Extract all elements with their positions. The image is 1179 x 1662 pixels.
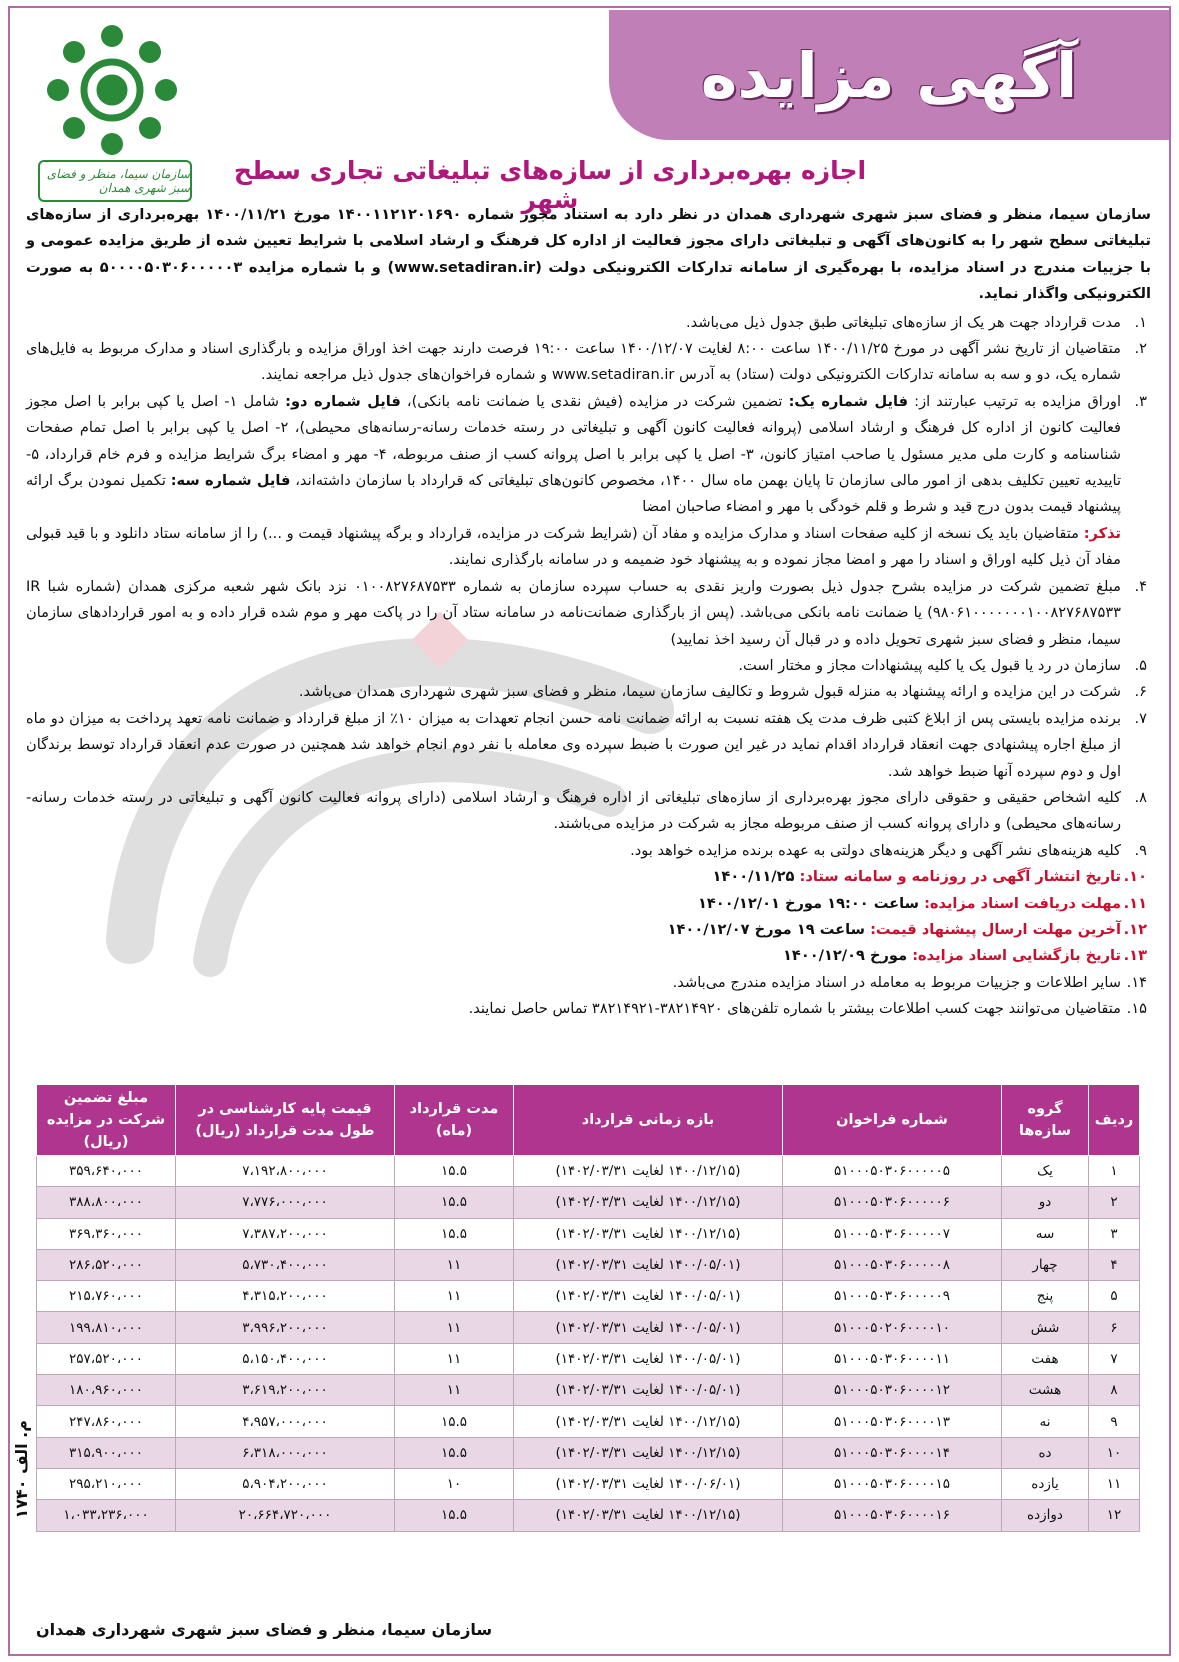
- cell-period: (۱۴۰۰/۱۲/۱۵ لغایت ۱۴۰۲/۰۳/۳۱): [514, 1156, 783, 1187]
- cell-base-price: ۵،۹۰۴،۲۰۰،۰۰۰: [176, 1468, 395, 1499]
- cell-deposit: ۱۸۰،۹۶۰،۰۰۰: [37, 1375, 176, 1406]
- conditions-list: [26, 310, 1151, 1023]
- cell-row-number: ۲: [1089, 1187, 1140, 1218]
- cell-period: (۱۴۰۰/۰۵/۰۱ لغایت ۱۴۰۲/۰۳/۳۱): [514, 1375, 783, 1406]
- page-title: آگهی مزایده: [700, 38, 1078, 112]
- cell-row-number: ۱: [1089, 1156, 1140, 1187]
- cell-call-number: ۵۱۰۰۰۵۰۳۰۶۰۰۰۰۰۶: [783, 1187, 1002, 1218]
- footer-signature: سازمان سیما، منظر و فضای سبز شهری شهرداری همدان: [36, 1620, 493, 1639]
- cell-months: ۱۵.۵: [395, 1156, 514, 1187]
- cell-call-number: ۵۱۰۰۰۵۰۳۰۶۰۰۰۰۰۹: [783, 1281, 1002, 1312]
- cell-months: ۱۱: [395, 1281, 514, 1312]
- cell-deposit: ۲۸۶،۵۲۰،۰۰۰: [37, 1249, 176, 1280]
- list-item: ۹. کلیه هزینه‌های نشر آگهی و دیگر هزینه‌های دولتی به عهده برنده مزایده خواهد بود.: [630, 841, 1147, 859]
- list-item: ۱۴. سایر اطلاعات و جزییات مربوط به معامله در اسناد مزایده مندرج می‌باشد.: [672, 973, 1147, 991]
- table-row: [37, 1500, 1140, 1531]
- date-item: ۱۰. تاریخ انتشار آگهی در روزنامه و سامانه ستاد: ۱۴۰۰/۱۱/۲۵: [712, 868, 1147, 886]
- cell-deposit: ۲۹۵،۲۱۰،۰۰۰: [37, 1468, 176, 1499]
- cell-call-number: ۵۱۰۰۰۵۰۳۰۶۰۰۰۰۰۸: [783, 1249, 1002, 1280]
- subtitle: اجازه بهره‌برداری از سازه‌های تبلیغاتی تجاری سطح شهر: [233, 156, 867, 214]
- cell-group: پنج: [1002, 1281, 1089, 1312]
- cell-months: ۱۵.۵: [395, 1500, 514, 1531]
- cell-call-number: ۵۱۰۰۰۵۰۳۰۶۰۰۰۰۱۳: [783, 1406, 1002, 1437]
- list-item: ۱۵. متقاضیان می‌توانند جهت کسب اطلاعات بیشتر با شماره تلفن‌های ۳۸۲۱۴۹۲۰-۳۸۲۱۴۹۲۱ تماس حاصل نمایند.: [468, 1000, 1147, 1018]
- logo-caption: سازمان سیما، منظر و فضای سبز شهری همدان: [38, 160, 192, 202]
- cell-base-price: ۲۰،۶۶۴،۷۲۰،۰۰۰: [176, 1500, 395, 1531]
- cell-group: سه: [1002, 1218, 1089, 1249]
- cell-base-price: ۴،۹۵۷،۰۰۰،۰۰۰: [176, 1406, 395, 1437]
- cell-months: ۱۵.۵: [395, 1406, 514, 1437]
- cell-months: ۱۵.۵: [395, 1437, 514, 1468]
- date-item: ۱۳. تاریخ بازگشایی اسناد مزایده: مورخ ۱۴۰۰/۱۲/۰۹: [783, 947, 1147, 965]
- cell-period: (۱۴۰۰/۰۵/۰۱ لغایت ۱۴۰۲/۰۳/۳۱): [514, 1343, 783, 1374]
- table-row: [37, 1437, 1140, 1468]
- date-item: ۱۲. آخرین مهلت ارسال پیشنهاد قیمت: ساعت ۱۹ مورخ ۱۴۰۰/۱۲/۰۷: [667, 920, 1147, 938]
- date-item: ۱۱. مهلت دریافت اسناد مزایده: ساعت ۱۹:۰۰ مورخ ۱۴۰۰/۱۲/۰۱: [697, 894, 1147, 912]
- list-item: ۱. مدت قرارداد جهت هر یک از سازه‌های تبلیغاتی طبق جدول ذیل می‌باشد.: [686, 313, 1147, 331]
- cell-deposit: ۳۱۵،۹۰۰،۰۰۰: [37, 1437, 176, 1468]
- table-row: [37, 1249, 1140, 1280]
- cell-months: ۱۱: [395, 1343, 514, 1374]
- cell-period: (۱۴۰۰/۰۵/۰۱ لغایت ۱۴۰۲/۰۳/۳۱): [514, 1312, 783, 1343]
- cell-call-number: ۵۱۰۰۰۵۰۳۰۶۰۰۰۰۱۴: [783, 1437, 1002, 1468]
- auction-table: [36, 1084, 1140, 1532]
- cell-group: دوازده: [1002, 1500, 1089, 1531]
- cell-group: یک: [1002, 1156, 1089, 1187]
- intro-paragraph: سازمان سیما، منظر و فضای سبز شهری شهرداری همدان در نظر دارد به استناد مجوز شماره ۱۴۰۰۱۱۲۱۲۰۱۶۹۰ مورخ ۱۴۰۰/۱۱/۲۱ بهره‌برداری از سازه‌های تبلیغاتی سطح شهر را به کانون‌های آگهی و تبلیغاتی دارای مجوز فعالیت از اداره کل فرهنگ و ارشاد اسلامی با شرایط تعیین شده از طریق مزایده عمومی و با جزییات مندرج در اسناد مزایده، با بهره‌گیری از سامانه تدارکات الکترونیکی دولت (www.setadiran.ir) و با شماره مزایده ۵۰۰۰۰۵۰۳۰۶۰۰۰۰۰۳ به صورت الکترونیکی واگذار نماید.: [26, 206, 1151, 303]
- table-row: [37, 1156, 1140, 1187]
- cell-row-number: ۱۱: [1089, 1468, 1140, 1499]
- cell-row-number: ۱۲: [1089, 1500, 1140, 1531]
- header-period: بازه زمانی قرارداد: [514, 1085, 783, 1156]
- title-banner: [609, 10, 1169, 140]
- cell-period: (۱۴۰۰/۱۲/۱۵ لغایت ۱۴۰۲/۰۳/۳۱): [514, 1437, 783, 1468]
- cell-deposit: ۳۸۸،۸۰۰،۰۰۰: [37, 1187, 176, 1218]
- table-row: [37, 1468, 1140, 1499]
- note-paragraph: تذکر: متقاضیان باید یک نسخه از کلیه صفحات اسناد و مدارک مزایده و مفاد آن (شرایط شرکت در مزایده، قرارداد و برگه پیشنهاد قیمت و ...) را از سامانه ستاد دانلود و با قید قبولی مفاد آن ذیل کلیه اوراق و اسناد را مهر و امضا مجاز نموده و به پیشنهاد خود ضمیمه و در سامانه بارگذاری نمایند.: [26, 524, 1121, 569]
- cell-call-number: ۵۱۰۰۰۵۰۳۰۶۰۰۰۰۰۷: [783, 1218, 1002, 1249]
- table-row: [37, 1406, 1140, 1437]
- cell-period: (۱۴۰۰/۰۵/۰۱ لغایت ۱۴۰۲/۰۳/۳۱): [514, 1281, 783, 1312]
- list-item: ۵. سازمان در رد یا قبول یک یا کلیه پیشنهادات مجاز و مختار است.: [738, 656, 1147, 674]
- ad-code: م. الف ۱۷۴۰: [12, 1420, 31, 1519]
- cell-call-number: ۵۱۰۰۰۵۰۳۰۶۰۰۰۰۱۶: [783, 1500, 1002, 1531]
- table-body: [37, 1156, 1140, 1532]
- table-row: [37, 1375, 1140, 1406]
- cell-deposit: ۲۴۷،۸۶۰،۰۰۰: [37, 1406, 176, 1437]
- table-row: [37, 1281, 1140, 1312]
- table-row: [37, 1343, 1140, 1374]
- header-deposit: مبلغ تضمین شرکت در مزایده (ریال): [37, 1085, 176, 1156]
- cell-base-price: ۵،۱۵۰،۴۰۰،۰۰۰: [176, 1343, 395, 1374]
- cell-months: ۱۱: [395, 1375, 514, 1406]
- cell-row-number: ۶: [1089, 1312, 1140, 1343]
- cell-period: (۱۴۰۰/۱۲/۱۵ لغایت ۱۴۰۲/۰۳/۳۱): [514, 1406, 783, 1437]
- cell-call-number: ۵۱۰۰۰۵۰۳۰۶۰۰۰۰۱۵: [783, 1468, 1002, 1499]
- cell-row-number: ۳: [1089, 1218, 1140, 1249]
- cell-base-price: ۷،۷۷۶،۰۰۰،۰۰۰: [176, 1187, 395, 1218]
- cell-call-number: ۵۱۰۰۰۵۰۲۰۶۰۰۰۰۱۰: [783, 1312, 1002, 1343]
- table-row: [37, 1187, 1140, 1218]
- table-row: [37, 1218, 1140, 1249]
- list-item: ۴. مبلغ تضمین شرکت در مزایده بشرح جدول ذیل بصورت واریز نقدی به حساب سپرده سازمان به شماره ۰۱۰۰۸۲۷۶۸۷۵۳۳ نزد بانک شهر شعبه مرکزی همدان (شماره شبا IR ۹۸۰۶۱۰۰۰۰۰۰۰۱۰۰۸۲۷۶۸۷۵۳۳) یا ضمانت نامه بانکی می‌باشد. (پس از بارگذاری ضمانت‌نامه در سامانه ستاد آن را در پاکت مهر و موم شده قرار داده و به امور قراردادهای سازمان سیما، منظر و فضای سبز شهری تحویل داده و در قبال آن رسید اخذ نمایید): [26, 577, 1147, 648]
- cell-deposit: ۳۶۹،۳۶۰،۰۰۰: [37, 1218, 176, 1249]
- cell-group: هشت: [1002, 1375, 1089, 1406]
- cell-period: (۱۴۰۰/۱۲/۱۵ لغایت ۱۴۰۲/۰۳/۳۱): [514, 1187, 783, 1218]
- cell-row-number: ۷: [1089, 1343, 1140, 1374]
- cell-call-number: ۵۱۰۰۰۵۰۳۰۶۰۰۰۰۰۵: [783, 1156, 1002, 1187]
- cell-group: شش: [1002, 1312, 1089, 1343]
- list-item: ۳. اوراق مزایده به ترتیب عبارتند از: فایل شماره یک: تضمین شرکت در مزایده (فیش نقدی یا ضمانت نامه بانکی)، فایل شماره دو: شامل ۱- اصل یا کپی برابر با اصل مجوز فعالیت کانون از اداره کل فرهنگ و ارشاد اسلامی (پروانه فعالیت کانون آگهی و تبلیغاتی در رسته خدمات رسانه-رسانه‌های محیطی)، ۲- اصل یا کپی برابر با اصل تمام صفحات شناسنامه و کارت ملی مدیر مسئول یا صاحب امتیاز کانون، ۳- اصل یا کپی برابر با اصل پروانه کسب از صنف مربوطه، ۴- مهر و امضاء برگ شرایط مزایده و فرم خام قرارداد، ۵- تاییدیه تعیین تکلیف بدهی از امور مالی سازمان تا پایان بهمن ماه سال ۱۴۰۰، مخصوص کانون‌های تبلیغاتی که قرارداد با سازمان داشته‌اند، فایل شماره سه: تکمیل نمودن برگ ارائه پیشنهاد قیمت بدون درج قید و شرط و قلم خودگی با مهر و امضاء صاحبان امضا: [26, 392, 1147, 516]
- cell-base-price: ۴،۳۱۵،۲۰۰،۰۰۰: [176, 1281, 395, 1312]
- cell-months: ۱۱: [395, 1312, 514, 1343]
- cell-base-price: ۷،۱۹۲،۸۰۰،۰۰۰: [176, 1156, 395, 1187]
- list-item: ۶. شرکت در این مزایده و ارائه پیشنهاد به منزله قبول شروط و تکالیف سازمان سیما، منظر و فضای سبز شهری شهرداری همدان می‌باشد.: [298, 683, 1147, 701]
- cell-group: چهار: [1002, 1249, 1089, 1280]
- cell-group: یازده: [1002, 1468, 1089, 1499]
- cell-period: (۱۴۰۰/۰۶/۰۱ لغایت ۱۴۰۲/۰۳/۳۱): [514, 1468, 783, 1499]
- header-call-number: شماره فراخوان: [783, 1085, 1002, 1156]
- cell-base-price: ۶،۳۱۸،۰۰۰،۰۰۰: [176, 1437, 395, 1468]
- cell-base-price: ۳،۶۱۹،۲۰۰،۰۰۰: [176, 1375, 395, 1406]
- cell-base-price: ۵،۷۳۰،۴۰۰،۰۰۰: [176, 1249, 395, 1280]
- cell-call-number: ۵۱۰۰۰۵۰۳۰۶۰۰۰۰۱۱: [783, 1343, 1002, 1374]
- list-item: ۲. متقاضیان از تاریخ نشر آگهی در مورخ ۱۴۰۰/۱۱/۲۵ ساعت ۸:۰۰ لغایت ۱۴۰۰/۱۲/۰۷ ساعت ۱۹:۰۰ فرصت دارند جهت اخذ اوراق مزایده و بارگذاری اسناد و مدارک مربوط به فایل‌های شماره یک، دو و سه به سامانه تدارکات الکترونیکی دولت (ستاد) به آدرس www.setadiran.ir و شماره فراخوان‌های جدول ذیل مراجعه نمایند.: [26, 340, 1147, 384]
- cell-deposit: ۱،۰۳۳،۲۳۶،۰۰۰: [37, 1500, 176, 1531]
- header-base-price: قیمت پایه کارشناسی در طول مدت قرارداد (ریال): [176, 1085, 395, 1156]
- cell-call-number: ۵۱۰۰۰۵۰۳۰۶۰۰۰۰۱۲: [783, 1375, 1002, 1406]
- announcement-body: [26, 202, 1151, 1023]
- cell-base-price: ۷،۳۸۷،۲۰۰،۰۰۰: [176, 1218, 395, 1249]
- cell-period: (۱۴۰۰/۱۲/۱۵ لغایت ۱۴۰۲/۰۳/۳۱): [514, 1500, 783, 1531]
- cell-deposit: ۱۹۹،۸۱۰،۰۰۰: [37, 1312, 176, 1343]
- cell-row-number: ۵: [1089, 1281, 1140, 1312]
- header-months: مدت قرارداد (ماه): [395, 1085, 514, 1156]
- cell-group: هفت: [1002, 1343, 1089, 1374]
- table-header-row: [37, 1085, 1140, 1156]
- cell-row-number: ۱۰: [1089, 1437, 1140, 1468]
- cell-deposit: ۳۵۹،۶۴۰،۰۰۰: [37, 1156, 176, 1187]
- cell-months: ۱۰: [395, 1468, 514, 1499]
- list-item: ۷. برنده مزایده بایستی پس از ابلاغ کتبی ظرف مدت یک هفته نسبت به ارائه ضمانت نامه حسن انجام تعهدات به میزان ۱۰٪ از مبلغ قرارداد و ضمانت نامه تعهد پرداخت به میزان دو ماه از مبلغ اجاره پیشنهادی جهت انعقاد قرارداد اقدام نماید در غیر این صورت با ضبط سپرده وی معامله با نفر دوم انجام خواهد شد همچنین در صورت عدم انعقاد قرارداد توسط برندگان اول و دوم سپرده آنها ضبط خواهد شد.: [26, 709, 1147, 780]
- cell-period: (۱۴۰۰/۱۲/۱۵ لغایت ۱۴۰۲/۰۳/۳۱): [514, 1218, 783, 1249]
- cell-deposit: ۲۵۷،۵۲۰،۰۰۰: [37, 1343, 176, 1374]
- cell-deposit: ۲۱۵،۷۶۰،۰۰۰: [37, 1281, 176, 1312]
- cell-row-number: ۸: [1089, 1375, 1140, 1406]
- cell-row-number: ۹: [1089, 1406, 1140, 1437]
- cell-months: ۱۱: [395, 1249, 514, 1280]
- table-row: [37, 1312, 1140, 1343]
- header-row-number: ردیف: [1089, 1085, 1140, 1156]
- cell-base-price: ۳،۹۹۶،۲۰۰،۰۰۰: [176, 1312, 395, 1343]
- cell-group: ده: [1002, 1437, 1089, 1468]
- cell-months: ۱۵.۵: [395, 1187, 514, 1218]
- cell-row-number: ۴: [1089, 1249, 1140, 1280]
- cell-group: نه: [1002, 1406, 1089, 1437]
- cell-group: دو: [1002, 1187, 1089, 1218]
- list-item: ۸. کلیه اشخاص حقیقی و حقوقی دارای مجوز بهره‌برداری از سازه‌های تبلیغاتی از اداره فرهنگ و ارشاد اسلامی (دارای پروانه فعالیت کانون آگهی و تبلیغاتی در رسته خدمات رسانه- رسانه‌های محیطی) و دارای پروانه کسب از صنف مربوطه مجاز به شرکت در مزایده می‌باشند.: [26, 788, 1147, 833]
- cell-months: ۱۵.۵: [395, 1218, 514, 1249]
- cell-period: (۱۴۰۰/۰۵/۰۱ لغایت ۱۴۰۲/۰۳/۳۱): [514, 1249, 783, 1280]
- header-group: گروه سازه‌ها: [1002, 1085, 1089, 1156]
